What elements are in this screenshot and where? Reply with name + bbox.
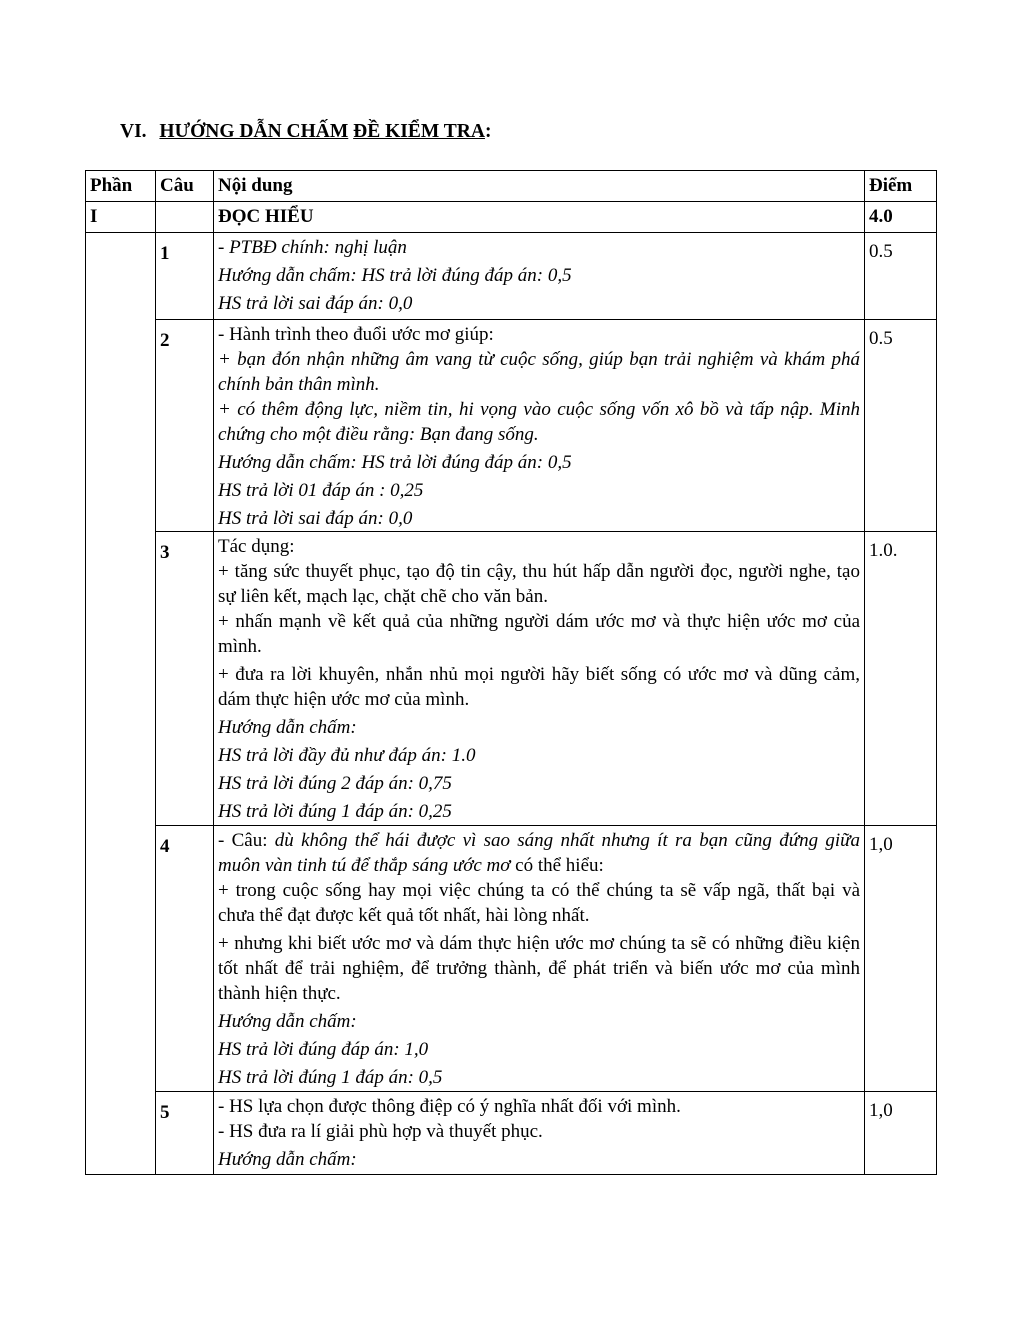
heading-number: VI. [120, 121, 147, 142]
content-line: Hướng dẫn chấm: [218, 1149, 357, 1170]
table-row [86, 532, 937, 826]
table-row [86, 826, 937, 1092]
cau-number: 2 [156, 320, 214, 532]
heading-part2: ĐỀ KIỂM TRA [353, 121, 485, 142]
table-row [86, 1092, 937, 1175]
diem-value: 0.5 [865, 233, 937, 320]
noi-dung-cell [214, 1092, 865, 1175]
content-line: - HS lựa chọn được thông điệp có ý nghĩa nhất đối với mình. [218, 1096, 681, 1117]
content-line: + tăng sức thuyết phục, tạo độ tin cậy, thu hút hấp dẫn người đọc, người nghe, tạo sự liên kết, mạch lạc, chặt chẽ cho văn bản. [218, 561, 860, 607]
table-row [86, 320, 937, 532]
content-line: - HS đưa ra lí giải phù hợp và thuyết phục. [218, 1121, 543, 1142]
header-noi-dung: Nội dung [214, 171, 865, 202]
content-line: + nhưng khi biết ước mơ và dám thực hiện ước mơ chúng ta sẽ có những điều kiện tốt nhất để trải nghiệm, để trưởng thành, để phát triển và biến ước mơ của mình thành hiện thực. [218, 933, 860, 1004]
header-phan: Phần [86, 171, 156, 202]
diem-value: 0.5 [865, 320, 937, 532]
cau-number: 3 [156, 532, 214, 826]
content-line: - Hành trình theo đuổi ước mơ giúp: [218, 324, 494, 345]
content-line: HS trả lời đúng 1 đáp án: 0,25 [218, 801, 452, 822]
section-title: ĐỌC HIỂU [214, 202, 865, 233]
content-line: + đưa ra lời khuyên, nhắn nhủ mọi người hãy biết sống có ước mơ và dũng cảm, dám thực hiện ước mơ của mình. [218, 664, 860, 710]
grading-table [85, 170, 937, 1175]
noi-dung-cell [214, 233, 865, 320]
cau-prefix: - Câu: [218, 830, 275, 851]
content-line: HS trả lời sai đáp án: 0,0 [218, 508, 413, 529]
noi-dung-cell [214, 532, 865, 826]
header-cau: Câu [156, 171, 214, 202]
content-line: Hướng dẫn chấm: HS trả lời đúng đáp án: 0,5 [218, 452, 572, 473]
section-cau-empty [156, 202, 214, 233]
cau-suffix: có thể hiểu: [510, 855, 604, 876]
heading-part1: HƯỚNG DẪN CHẤM [159, 121, 349, 142]
content-line: HS trả lời đúng 1 đáp án: 0,5 [218, 1067, 443, 1088]
table-row [86, 233, 937, 320]
content-line: HS trả lời đúng đáp án: 1,0 [218, 1039, 429, 1060]
diem-value: 1.0. [865, 532, 937, 826]
content-line: HS trả lời 01 đáp án : 0,25 [218, 480, 424, 501]
section-phan: I [86, 202, 156, 233]
table-header-row [86, 171, 937, 202]
content-line: + trong cuộc sống hay mọi việc chúng ta có thể chúng ta sẽ vấp ngã, thất bại và chưa thể đạt được kết quả tốt nhất, hài lòng nhất. [218, 880, 860, 926]
diem-value: 1,0 [865, 1092, 937, 1175]
content-line: HS trả lời sai đáp án: 0,0 [218, 293, 413, 314]
cau-number: 4 [156, 826, 214, 1092]
section-diem: 4.0 [865, 202, 937, 233]
content-line: Hướng dẫn chấm: HS trả lời đúng đáp án: 0,5 [218, 265, 572, 286]
content-line: Tác dụng: [218, 536, 295, 557]
header-diem: Điểm [865, 171, 937, 202]
noi-dung-cell [214, 320, 865, 532]
content-line: Hướng dẫn chấm: [218, 1011, 357, 1032]
content-line: + nhấn mạnh về kết quả của những người dám ước mơ và thực hiện ước mơ của mình. [218, 611, 860, 657]
cau-number: 5 [156, 1092, 214, 1175]
content-line: - PTBĐ chính: nghị luận [218, 237, 407, 258]
section-heading [120, 121, 491, 143]
diem-value: 1,0 [865, 826, 937, 1092]
content-line: + có thêm động lực, niềm tin, hi vọng vào cuộc sống vốn xô bồ và tấp nập. Minh chứng cho một điều rằng: Bạn đang sống. [218, 399, 860, 445]
heading-colon: : [484, 121, 492, 142]
section-row [86, 202, 937, 233]
content-line: + bạn đón nhận những âm vang từ cuộc sống, giúp bạn trải nghiệm và khám phá chính bản thân mình. [218, 349, 860, 395]
phan-empty-cell [86, 233, 156, 1175]
cau-number: 1 [156, 233, 214, 320]
content-line: HS trả lời đầy đủ như đáp án: 1.0 [218, 745, 476, 766]
content-line: Hướng dẫn chấm: [218, 717, 357, 738]
content-line: HS trả lời đúng 2 đáp án: 0,75 [218, 773, 452, 794]
quoted-sentence: dù không thể hái được vì sao sáng nhất nhưng ít ra bạn cũng đứng giữa muôn vàn tinh tú để thắp sáng ước mơ [218, 830, 861, 876]
noi-dung-cell [214, 826, 865, 1092]
